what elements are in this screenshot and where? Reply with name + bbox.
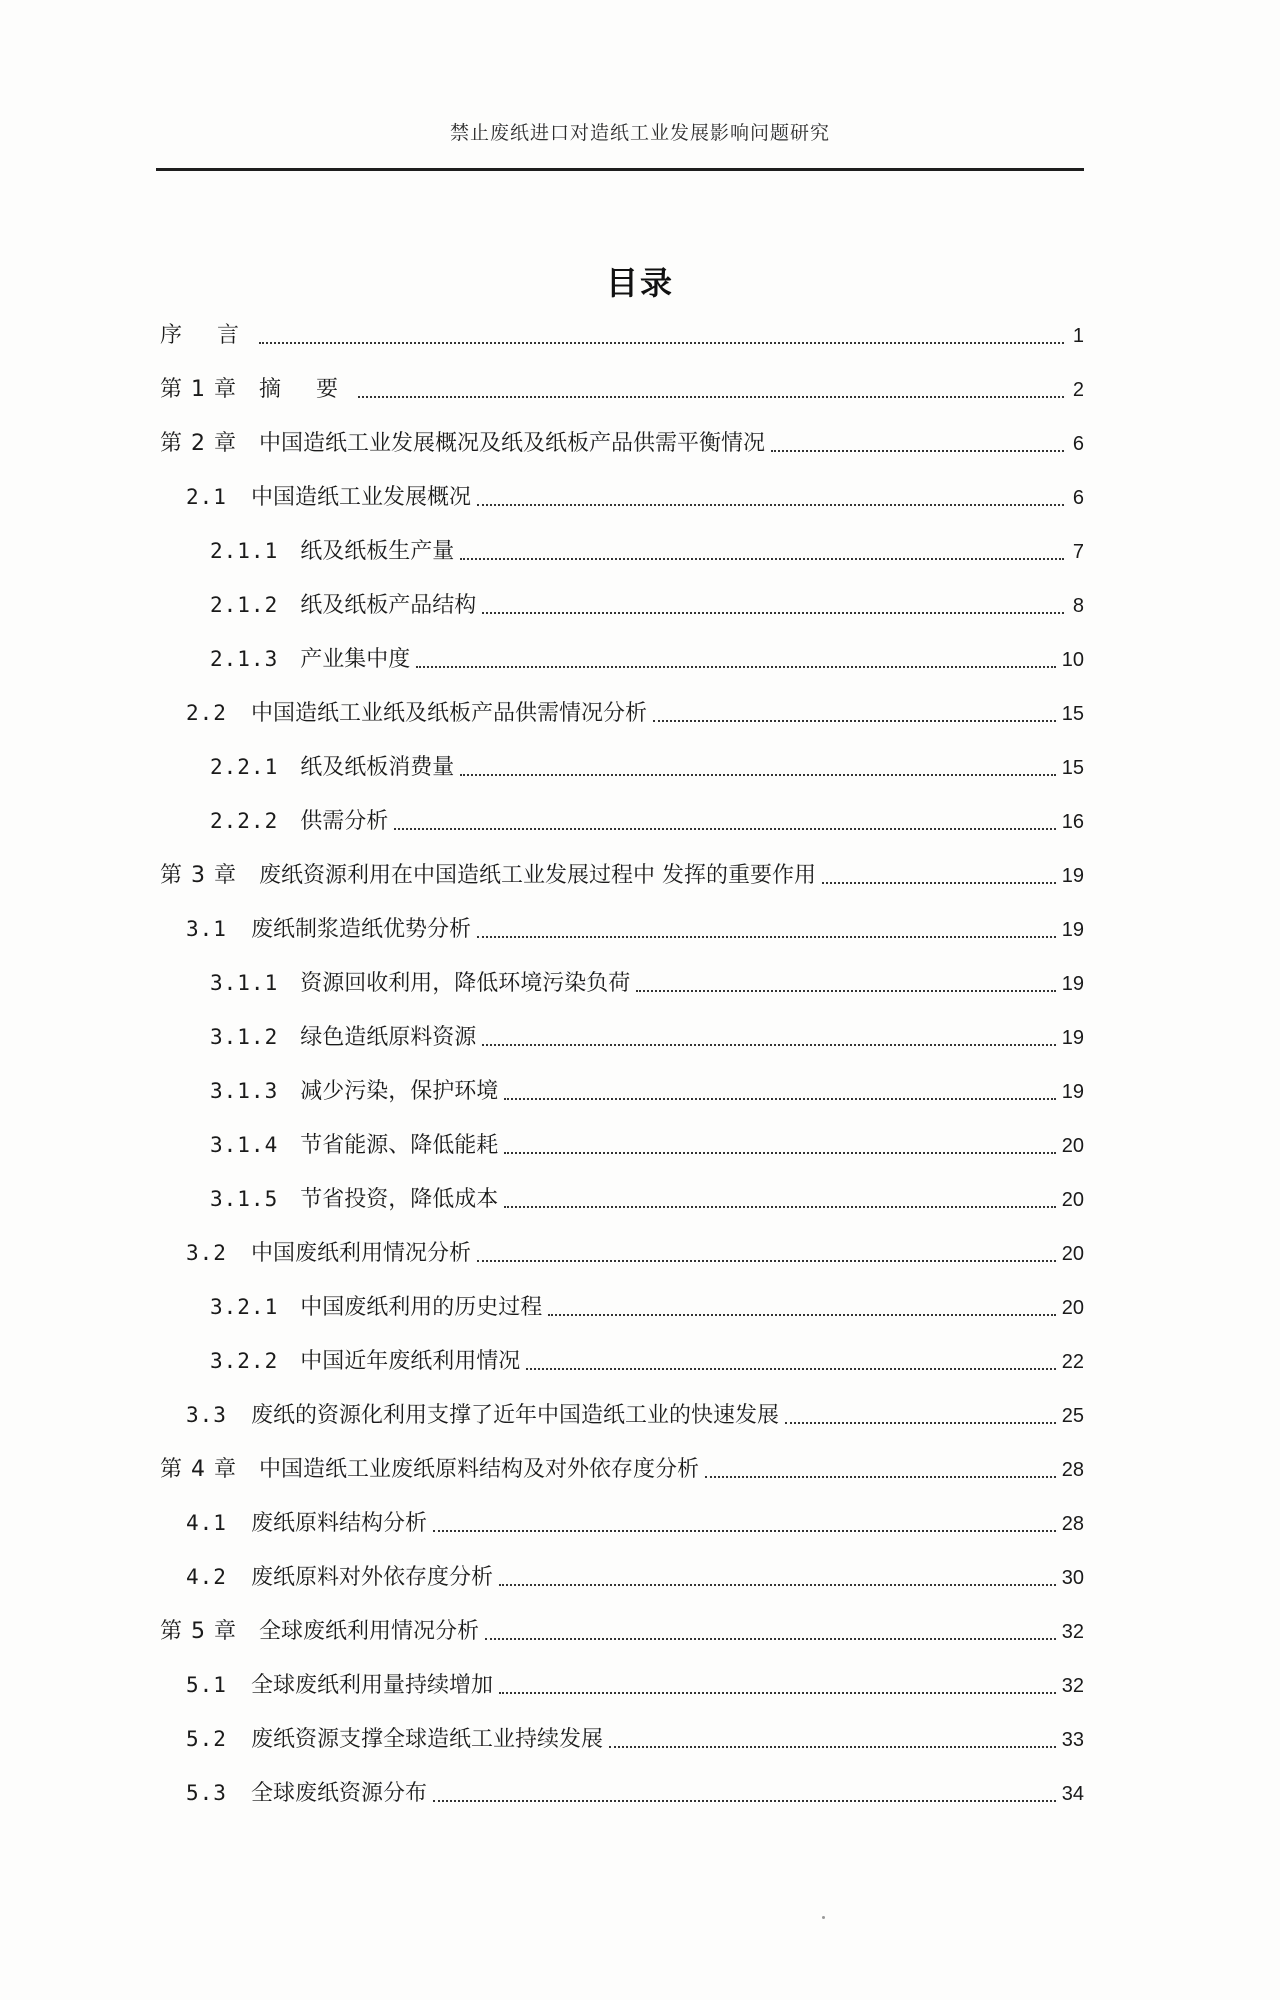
toc-entry-page: 6 <box>1072 487 1084 509</box>
toc-entry-page: 10 <box>1061 649 1084 671</box>
toc-entry-3-3[interactable] <box>186 1398 1084 1438</box>
toc-entry-number: 第 4 章 <box>160 1457 237 1482</box>
toc-entry-number: 第 1 章 <box>160 377 237 402</box>
toc-entry-3-1-4[interactable] <box>210 1128 1084 1168</box>
dot-leader <box>394 828 1056 830</box>
toc-entry-page: 22 <box>1061 1351 1084 1373</box>
toc-entry-page: 19 <box>1061 1081 1084 1103</box>
toc-entry-page: 32 <box>1061 1621 1084 1643</box>
dot-leader <box>504 1098 1056 1100</box>
toc-entry-page: 20 <box>1061 1135 1084 1157</box>
toc-entry-2-2[interactable] <box>186 696 1084 736</box>
dot-leader <box>482 1044 1056 1046</box>
dot-leader <box>771 450 1064 452</box>
toc-entry-3-2-1[interactable] <box>210 1290 1084 1330</box>
toc-entry-number: 3.1.4 <box>210 1133 279 1157</box>
toc-entry-title: 减少污染，保护环境 <box>300 1079 499 1104</box>
toc-entry-number: 第 2 章 <box>160 431 237 456</box>
toc-entry-page: 34 <box>1061 1783 1084 1805</box>
dot-leader <box>705 1476 1056 1478</box>
toc-entry-chapter-2[interactable] <box>160 426 1084 466</box>
toc-entry-title: 纸及纸板消费量 <box>300 755 455 780</box>
toc-entry-number: 4.2 <box>186 1565 227 1589</box>
toc-entry-number: 3.1.3 <box>210 1079 279 1103</box>
toc-entry-title: 纸及纸板生产量 <box>300 539 455 564</box>
toc-entry-title: 废纸资源利用在中国造纸工业发展过程中 发挥的重要作用 <box>258 863 816 888</box>
toc-entry-page: 15 <box>1061 757 1084 779</box>
dot-leader <box>482 612 1064 614</box>
toc-entry-page: 28 <box>1061 1513 1084 1535</box>
toc-entry-title: 废纸原料结构分析 <box>250 1511 427 1536</box>
toc-entry-number: 2.1 <box>186 485 227 509</box>
dot-leader <box>636 990 1056 992</box>
toc-entry-number: 2.2 <box>186 701 227 725</box>
toc-entry-3-2-2[interactable] <box>210 1344 1084 1384</box>
dot-leader <box>504 1152 1056 1154</box>
toc-entry-number: 3.1.1 <box>210 971 279 995</box>
toc-entry-chapter-4[interactable] <box>160 1452 1084 1492</box>
toc-entry-3-1-1[interactable] <box>210 966 1084 1006</box>
dot-leader <box>460 774 1056 776</box>
toc-entry-title: 节省投资，降低成本 <box>300 1187 499 1212</box>
toc-entry-title: 中国造纸工业发展概况及纸及纸板产品供需平衡情况 <box>258 431 765 456</box>
toc-entry-title: 废纸制浆造纸优势分析 <box>250 917 471 942</box>
toc-entry-title: 产业集中度 <box>300 647 411 672</box>
toc-entry-3-1[interactable] <box>186 912 1084 952</box>
toc-entry-number: 2.1.2 <box>210 593 279 617</box>
toc-entry-number: 3.2.1 <box>210 1295 279 1319</box>
dot-leader <box>477 1260 1056 1262</box>
toc-entry-page: 15 <box>1061 703 1084 725</box>
toc-entry-page: 20 <box>1061 1297 1084 1319</box>
toc-entry-title: 全球废纸利用量持续增加 <box>250 1673 493 1698</box>
toc-entry-page: 7 <box>1072 541 1084 563</box>
toc-entry-2-2-1[interactable] <box>210 750 1084 790</box>
toc-entry-page: 19 <box>1061 1027 1084 1049</box>
dot-leader <box>548 1314 1056 1316</box>
toc-entry-number: 4.1 <box>186 1511 227 1535</box>
toc-entry-page: 2 <box>1072 379 1084 401</box>
toc-entry-3-1-5[interactable] <box>210 1182 1084 1222</box>
toc-entry-page: 20 <box>1061 1243 1084 1265</box>
dot-leader <box>477 504 1064 506</box>
toc-entry-title: 全球废纸利用情况分析 <box>258 1619 479 1644</box>
toc-entry-page: 33 <box>1061 1729 1084 1751</box>
dot-leader <box>499 1692 1056 1694</box>
toc-entry-number: 2.2.1 <box>210 755 279 779</box>
toc-entry-preface[interactable] <box>160 318 1084 358</box>
toc-entry-3-2[interactable] <box>186 1236 1084 1276</box>
dot-leader <box>609 1746 1056 1748</box>
toc-entry-title: 中国近年废纸利用情况 <box>300 1349 521 1374</box>
toc-entry-title: 资源回收利用，降低环境污染负荷 <box>300 971 631 996</box>
toc-entry-page: 19 <box>1061 865 1084 887</box>
dot-leader <box>499 1584 1056 1586</box>
toc-entry-3-1-2[interactable] <box>210 1020 1084 1060</box>
toc-entry-number: 3.1.2 <box>210 1025 279 1049</box>
dot-leader <box>504 1206 1056 1208</box>
toc-entry-page: 20 <box>1061 1189 1084 1211</box>
toc-entry-number: 3.2.2 <box>210 1349 279 1373</box>
toc-entry-number: 2.1.3 <box>210 647 279 671</box>
dot-leader <box>785 1422 1056 1424</box>
toc-entry-page: 8 <box>1072 595 1084 617</box>
dot-leader <box>477 936 1056 938</box>
dot-leader <box>358 396 1064 398</box>
toc-entry-number: 3.2 <box>186 1241 227 1265</box>
toc-entry-number: 5.1 <box>186 1673 227 1697</box>
toc-entry-chapter-5[interactable] <box>160 1614 1084 1654</box>
toc-entry-2-1-2[interactable] <box>210 588 1084 628</box>
toc-entry-2-1-3[interactable] <box>210 642 1084 682</box>
toc-entry-5-3[interactable] <box>186 1776 1084 1816</box>
toc-entry-page: 19 <box>1061 919 1084 941</box>
toc-entry-title: 绿色造纸原料资源 <box>300 1025 477 1050</box>
toc-entry-title: 中国废纸利用情况分析 <box>250 1241 471 1266</box>
dot-leader <box>460 558 1064 560</box>
toc-entry-title: 节省能源、降低能耗 <box>300 1133 499 1158</box>
toc-entry-page: 28 <box>1061 1459 1084 1481</box>
running-header: 禁止废纸进口对造纸工业发展影响问题研究 <box>449 122 830 144</box>
toc-entry-page: 19 <box>1061 973 1084 995</box>
dot-leader <box>822 882 1056 884</box>
toc-entry-page: 30 <box>1061 1567 1084 1589</box>
toc-entry-3-1-3[interactable] <box>210 1074 1084 1114</box>
toc-entry-title: 废纸资源支撑全球造纸工业持续发展 <box>250 1727 603 1752</box>
dot-leader <box>526 1368 1056 1370</box>
toc-entry-2-1-1[interactable] <box>210 534 1084 574</box>
toc-entry-chapter-3[interactable] <box>160 858 1084 898</box>
toc-entry-page: 6 <box>1072 433 1084 455</box>
dot-leader <box>259 342 1064 344</box>
toc-entry-number: 2.1.1 <box>210 539 279 563</box>
toc-entry-title: 中国造纸工业废纸原料结构及对外依存度分析 <box>258 1457 699 1482</box>
toc-entry-number: 5.3 <box>186 1781 227 1805</box>
toc-entry-number: 3.1 <box>186 917 227 941</box>
toc-entry-title: 废纸原料对外依存度分析 <box>250 1565 493 1590</box>
toc-entry-number: 第 3 章 <box>160 863 237 888</box>
dot-leader <box>653 720 1056 722</box>
toc-entry-title: 全球废纸资源分布 <box>250 1781 427 1806</box>
toc-entry-title: 废纸的资源化利用支撑了近年中国造纸工业的快速发展 <box>250 1403 779 1428</box>
toc-entry-4-2[interactable] <box>186 1560 1084 1600</box>
toc-entry-5-1[interactable] <box>186 1668 1084 1708</box>
scan-speck <box>822 1916 825 1919</box>
toc-entry-number: 3.1.5 <box>210 1187 279 1211</box>
dot-leader <box>433 1800 1056 1802</box>
toc-entry-page: 32 <box>1061 1675 1084 1697</box>
toc-entry-number: 3.3 <box>186 1403 227 1427</box>
toc-entry-number: 5.2 <box>186 1727 227 1751</box>
toc-entry-title: 纸及纸板产品结构 <box>300 593 477 618</box>
toc-entry-2-1[interactable] <box>186 480 1084 520</box>
dot-leader <box>485 1638 1056 1640</box>
toc-entry-5-2[interactable] <box>186 1722 1084 1762</box>
dot-leader <box>433 1530 1056 1532</box>
toc-entry-number: 2.2.2 <box>210 809 279 833</box>
toc-entry-title: 序 言 <box>160 323 253 348</box>
toc-entry-number: 第 5 章 <box>160 1619 237 1644</box>
toc-entry-title: 中国造纸工业纸及纸板产品供需情况分析 <box>250 701 647 726</box>
toc-entry-chapter-1[interactable] <box>160 372 1084 412</box>
toc-entry-title: 中国废纸利用的历史过程 <box>300 1295 543 1320</box>
toc-entry-page: 25 <box>1061 1405 1084 1427</box>
toc-entry-page: 16 <box>1061 811 1084 833</box>
toc-entry-title: 摘 要 <box>258 377 352 402</box>
toc-title: 目录 <box>605 264 674 302</box>
toc-entry-4-1[interactable] <box>186 1506 1084 1546</box>
toc-entry-title: 供需分析 <box>300 809 389 834</box>
dot-leader <box>416 666 1056 668</box>
toc-entry-2-2-2[interactable] <box>210 804 1084 844</box>
toc-entry-title: 中国造纸工业发展概况 <box>250 485 471 510</box>
toc-entry-page: 1 <box>1072 325 1084 347</box>
